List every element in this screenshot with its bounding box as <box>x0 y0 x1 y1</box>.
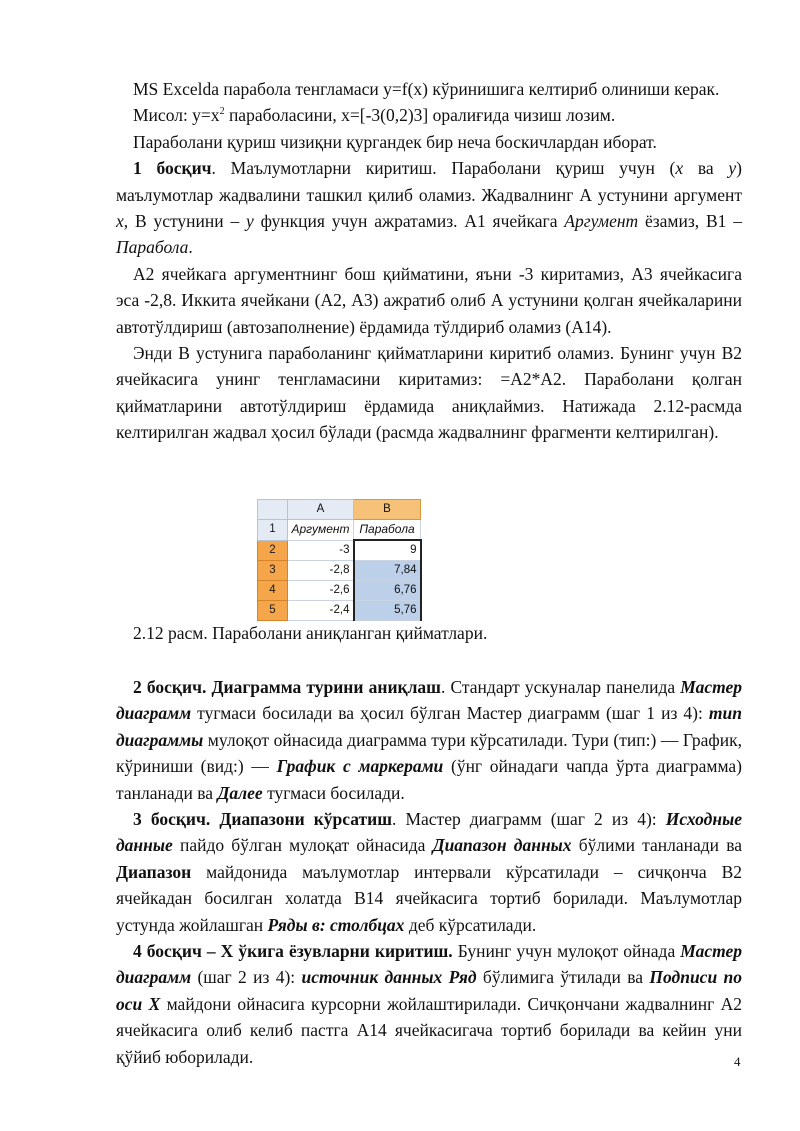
text-run: . Стандарт ускуналар панелида <box>440 677 681 697</box>
text-run: А2 ячейкага аргументнинг бош қийматини, яъни -3 киритамиз, А3 ячейкасига эса -2,8. Иккита ячейкани (А2, А3) ажратиб олиб А устунини қолган ячейкаларини автотўлдириш (автозаполнение) ёрдамида тўлдириб оламиз (А14). <box>116 263 742 337</box>
column-header-row <box>258 500 421 520</box>
text-run: (ўнг ойнадаги чапда ўрта диаграмма) танланади ва <box>116 756 742 803</box>
row-header: 5 <box>258 601 288 621</box>
text-run: функция учун ажратамиз. А1 ячейкага <box>253 211 565 232</box>
text-run: бўлими танланади ва <box>571 835 743 856</box>
text-run: . Мастер диаграмм (шаг 2 из 4): <box>392 809 666 830</box>
text-run: тип диаграммы <box>116 703 742 750</box>
text-run: x <box>116 211 124 232</box>
table-row <box>258 601 421 621</box>
cell-a3: -2,8 <box>288 561 354 581</box>
row-header: 3 <box>258 561 288 581</box>
cell-b3: 7,84 <box>354 561 421 581</box>
row-header: 2 <box>258 540 288 561</box>
cell-a4: -2,6 <box>288 581 354 601</box>
text-run: Мастер диаграмм <box>116 677 742 724</box>
table-row <box>258 520 421 541</box>
text-run: тугмаси босилади. <box>262 782 405 803</box>
paragraph <box>116 674 742 806</box>
paragraph <box>116 102 742 128</box>
text-run: источник данных Ряд <box>301 967 477 988</box>
table-row <box>258 561 421 581</box>
text-run: (шаг 2 из 4): <box>191 967 302 988</box>
cell-b2: 9 <box>354 540 421 561</box>
cell-a5: -2,4 <box>288 601 354 621</box>
paragraph <box>116 76 742 102</box>
body-text-bottom <box>116 674 742 1070</box>
text-run: Диапазон <box>116 861 192 882</box>
text-run: 3 босқич. Диапазони кўрсатиш <box>133 809 393 830</box>
text-run: Мастер диаграмм <box>116 941 742 988</box>
row-header: 1 <box>258 520 288 541</box>
table-row <box>258 540 421 561</box>
paragraph <box>116 129 742 155</box>
text-run: пайдо бўлган мулоқат ойнасида <box>172 835 433 856</box>
page-number: 4 <box>734 1054 741 1069</box>
spreadsheet-table <box>257 499 422 621</box>
paragraph <box>116 806 742 938</box>
text-run: майдони ойнасига курсорни жойлаштирилади. Сичқончани жадвалнинг А2 ячейкасига олиб келиб пастга А14 ячейкасигача тортиб борилади ва кейин уни қўйиб юборилади. <box>116 993 742 1067</box>
paragraph <box>116 340 742 446</box>
paragraph <box>116 155 742 261</box>
text-run: Мисол: y=x <box>133 105 220 126</box>
text-run: 2 босқич. Диаграмма турини аниқлаш <box>133 677 441 697</box>
text-run: Параболани қуриш чизиқни қургандек бир неча боскичлардан иборат. <box>133 131 657 152</box>
text-run: деб кўрсатилади. <box>404 914 537 935</box>
cell-b1: Парабола <box>354 520 421 541</box>
excel-fragment-figure <box>257 499 420 621</box>
text-run: y <box>728 158 737 179</box>
text-run: Исходные данные <box>116 809 742 856</box>
cell-b4: 6,76 <box>354 581 421 601</box>
corner-cell <box>258 500 288 520</box>
paragraph <box>116 261 742 340</box>
text-run: параболасини, x=[-3(0,2)3] оралиғида чизиш лозим. <box>224 105 616 126</box>
text-run: . <box>188 237 193 258</box>
text-run: Далее <box>217 782 263 803</box>
text-run: ) маълумотлар жадвалини ташкил қилиб оламиз. Жадвалнинг А устунини аргумент <box>116 158 742 205</box>
cell-a1: Аргумент <box>288 520 354 541</box>
cell-a2: -3 <box>288 540 354 561</box>
text-run: тугмаси босилади ва ҳосил бўлган Мастер диаграмм (шаг 1 из 4): <box>191 703 709 724</box>
text-run: . Маълумотларни киритиш. Параболани қуриш учун ( <box>211 158 676 179</box>
paragraph <box>116 938 742 1070</box>
row-header: 4 <box>258 581 288 601</box>
text-run: , В устунини – <box>123 211 247 232</box>
text-run: Подписи по оси X <box>116 967 743 1014</box>
text-run: 4 босқич – Х ўкига ёзувларни киритиш. <box>133 941 453 962</box>
text-run: y <box>246 211 254 232</box>
text-run: майдонида маълумотлар интервали кўрсатилади – сичқонча В2 ячейкадан босилган холатда В14 ячейкасига тортиб борилади. Маълумотлар устунда жойлашган <box>116 861 742 935</box>
table-row <box>258 581 421 601</box>
text-run: бўлимига ўтилади ва <box>476 967 650 988</box>
text-run: мулоқот ойнасида диаграмма тури кўрсатилади. Тури (тип:) — График, кўриниши (вид:) — <box>116 729 742 777</box>
text-run: 2 <box>219 106 225 118</box>
cell-b5: 5,76 <box>354 601 421 621</box>
text-run: MS Excelda парабола тенгламаси y=f(x) кўринишига келтириб олиниши керак. <box>133 79 720 99</box>
column-header-a: A <box>288 500 354 520</box>
text-run: Бунинг учун мулоқот ойнада <box>452 941 681 962</box>
text-run: Ряды в: столбцах <box>267 914 405 935</box>
text-run: График с маркерами <box>276 756 444 777</box>
text-run: x <box>675 158 684 179</box>
text-run: ёзамиз, В1 – <box>638 211 742 232</box>
text-run: Диапазон данных <box>432 835 572 856</box>
text-run: Энди В устунига параболанинг қийматларини киритиб оламиз. Бунинг учун В2 ячейкасига унинг тенгламасини киритамиз: =А2*А2. Параболани қолган қийматларини автотўлдириш ёрдамида аниқлаймиз. Натижада 2.12-расмда келтирилган жадвал ҳосил бўлади (расмда жадвалнинг фрагменти келтирилган). <box>116 343 742 443</box>
text-run: Аргумент <box>564 211 639 232</box>
column-header-b: B <box>354 500 421 520</box>
figure-caption: 2.12 расм. Параболани аниқланган қийматлари. <box>133 623 488 643</box>
text-run: Парабола <box>116 237 189 258</box>
body-text-top <box>116 76 742 446</box>
text-run: 1 босқич <box>133 158 212 179</box>
text-run: ва <box>683 158 729 179</box>
